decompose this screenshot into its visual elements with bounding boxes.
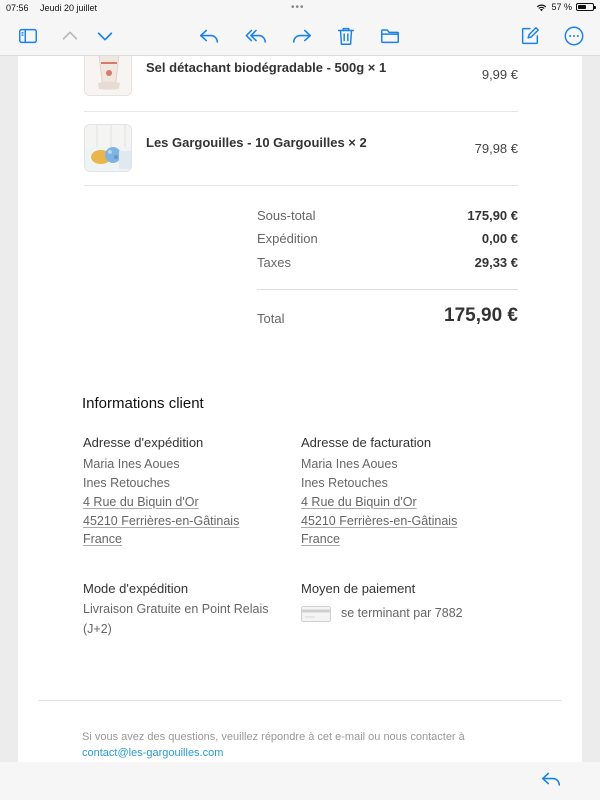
reply-all-button[interactable]	[244, 24, 268, 48]
sidebar-icon	[17, 25, 39, 47]
chevron-up-icon	[59, 25, 81, 47]
billing-address-link[interactable]: 45210 Ferrières-en-Gâtinais	[301, 514, 458, 528]
footer-text: Si vous avez des questions, veuillez répondre à cet e-mail ou nous contacter à	[82, 731, 465, 743]
trash-button[interactable]	[334, 24, 358, 48]
divider	[84, 185, 518, 186]
salt-bag-image	[85, 56, 132, 96]
summary-row-taxes	[257, 255, 518, 270]
billing-address-line: Maria Ines Aoues	[301, 457, 398, 471]
chevron-down-icon	[94, 25, 116, 47]
shipping-address-line: Maria Ines Aoues	[83, 457, 180, 471]
shipping-method-line: Livraison Gratuite en Point Relais	[83, 602, 269, 616]
battery-fill	[578, 5, 586, 9]
item-price: 9,99 €	[481, 67, 518, 82]
compose-button[interactable]	[518, 24, 542, 48]
summary-row-shipping	[257, 231, 518, 246]
billing-address-label: Adresse de facturation	[301, 435, 432, 450]
shipping-address-link[interactable]: 4 Rue du Biquin d'Or	[83, 495, 199, 509]
more-button[interactable]	[562, 24, 586, 48]
battery-percent: 57 %	[551, 2, 572, 12]
summary-label: Sous-total	[257, 208, 316, 223]
trash-icon	[335, 25, 357, 47]
divider	[84, 111, 518, 112]
next-message-button[interactable]	[93, 24, 117, 48]
order-item	[84, 56, 518, 112]
bottom-bar	[0, 762, 600, 800]
mail-toolbar	[0, 16, 600, 56]
summary-row-total	[257, 305, 518, 326]
gargouilles-product-image	[85, 125, 132, 172]
status-bar	[0, 0, 600, 16]
shipping-method-label: Mode d'expédition	[83, 581, 189, 596]
item-name: Sel détachant biodégradable - 500g × 1	[146, 60, 387, 75]
summary-value: 29,33 €	[474, 255, 518, 270]
billing-address-line: Ines Retouches	[301, 476, 388, 490]
summary-label: Taxes	[257, 255, 291, 270]
billing-address-link[interactable]: 4 Rue du Biquin d'Or	[301, 495, 417, 509]
forward-button[interactable]	[290, 24, 314, 48]
summary-value: 0,00 €	[481, 231, 518, 246]
wifi-icon	[536, 3, 547, 12]
item-name: Les Gargouilles - 10 Gargouilles × 2	[146, 135, 367, 150]
status-date: Jeudi 20 juillet	[40, 3, 98, 13]
customer-info-title: Informations client	[82, 395, 204, 412]
order-item	[84, 124, 518, 176]
product-thumbnail	[84, 124, 132, 172]
credit-card-icon	[301, 606, 331, 622]
status-time: 07:56	[6, 3, 29, 13]
battery-icon	[576, 3, 594, 11]
shipping-method-line: (J+2)	[83, 622, 112, 636]
total-value: 175,90 €	[444, 305, 518, 326]
payment-method-label: Moyen de paiement	[301, 581, 416, 596]
footer-divider	[38, 700, 562, 701]
contact-email-link[interactable]: contact@les-gargouilles.com	[82, 747, 224, 759]
email-body[interactable]	[18, 56, 582, 762]
shipping-address-line: Ines Retouches	[83, 476, 170, 490]
summary-row-subtotal	[257, 208, 518, 223]
item-price: 79,98 €	[474, 141, 518, 156]
reply-all-icon	[245, 25, 267, 47]
more-icon	[563, 25, 585, 47]
sidebar-button[interactable]	[16, 24, 40, 48]
shipping-address-link[interactable]: France	[83, 532, 122, 546]
compose-icon	[519, 25, 541, 47]
payment-card-ending: se terminant par 7882	[341, 606, 463, 620]
reply-icon	[540, 768, 562, 790]
shipping-address-label: Adresse d'expédition	[83, 435, 204, 450]
reply-button[interactable]	[197, 24, 221, 48]
previous-message-button[interactable]	[58, 24, 82, 48]
folder-icon	[379, 25, 401, 47]
bottom-reply-button[interactable]	[539, 767, 563, 791]
move-folder-button[interactable]	[378, 24, 402, 48]
summary-value: 175,90 €	[467, 208, 518, 223]
shipping-address-link[interactable]: 45210 Ferrières-en-Gâtinais	[83, 514, 240, 528]
multitasking-dots-icon[interactable]: •••	[291, 2, 305, 13]
summary-label: Expédition	[257, 231, 318, 246]
billing-address-link[interactable]: France	[301, 532, 340, 546]
forward-icon	[291, 25, 313, 47]
total-label: Total	[257, 311, 285, 326]
product-thumbnail	[84, 56, 132, 96]
divider	[257, 289, 518, 290]
reply-icon	[198, 25, 220, 47]
